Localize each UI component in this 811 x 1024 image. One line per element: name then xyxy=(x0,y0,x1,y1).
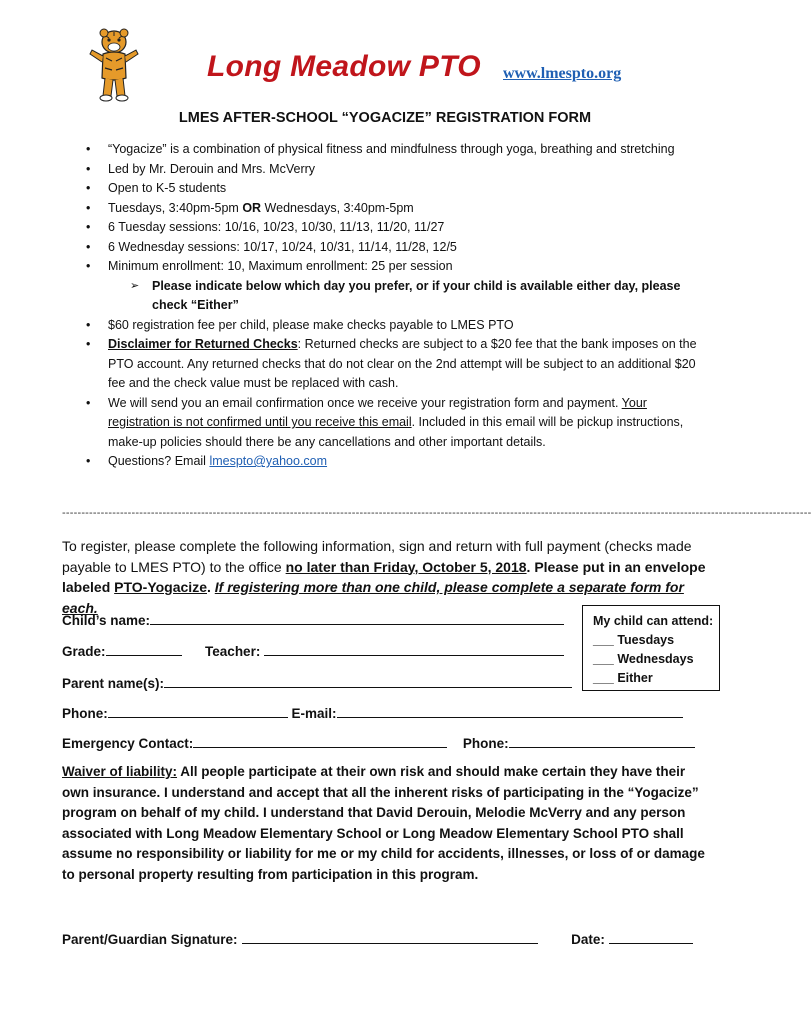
emergency-contact-row: Emergency Contact: Phone: xyxy=(62,733,695,751)
list-item: • Minimum enrollment: 10, Maximum enrollment: 25 per session xyxy=(86,259,453,273)
date-field[interactable] xyxy=(609,929,693,944)
signature-row: Parent/Guardian Signature: Date: xyxy=(62,929,693,947)
parent-names-row: Parent name(s): xyxy=(62,673,572,691)
org-name: Long Meadow PTO xyxy=(207,50,481,83)
info-bullet-list xyxy=(86,140,706,472)
choice-title: My child can attend: xyxy=(593,614,714,628)
attendance-choice-box xyxy=(582,605,720,691)
list-item: • $60 registration fee per child, please make checks payable to LMES PTO xyxy=(86,317,514,332)
list-subitem: ➢ Please indicate below which day you prefer, or if your child is available either day, please check “Either” xyxy=(130,278,681,312)
emergency-phone-field[interactable] xyxy=(509,733,695,748)
arrow-bullet-icon: ➢ xyxy=(130,279,140,292)
choice-wednesdays[interactable]: ___ Wednesdays xyxy=(593,652,694,666)
email-link[interactable]: lmespto@yahoo.com xyxy=(209,454,328,468)
list-item: • Open to K-5 students xyxy=(86,181,227,195)
dashed-divider: -------------------------------------------------------------------------------------------------------------------------------------------------------------------------------------------------- xyxy=(62,507,811,519)
teacher-field[interactable] xyxy=(264,641,564,656)
list-item: • Led by Mr. Derouin and Mrs. McVerry xyxy=(86,161,316,176)
child-name-field[interactable] xyxy=(150,610,564,625)
list-item: • Tuesdays, 3:40pm-5pm OR Wednesdays, 3:40pm-5pm xyxy=(86,200,414,215)
signature-field[interactable] xyxy=(242,929,538,944)
list-item: • 6 Wednesday sessions: 10/17, 10/24, 10/31, 11/14, 11/28, 12/5 xyxy=(86,239,457,254)
list-item: • “Yogacize” is a combination of physical fitness and mindfulness through yoga, breathing and stretching xyxy=(86,142,675,156)
tiger-mascot-logo xyxy=(86,28,142,104)
website-link[interactable]: www.lmespto.org xyxy=(503,65,622,82)
waiver-of-liability: Waiver of liability: All people participate at their own risk and should make certain they have their own insurance. I understand and accept that all the inherent risks of participating in the “Yogacize” program on behalf of my child. I understand that David Derouin, Melodie McVerry and any person associated with Long Meadow Elementary School or Long Meadow Elementary School PTO shall assume no responsibility or liability for me or my child for accidents, illnesses, or loss of or damage to personal property resulting from participation in this program. xyxy=(62,764,705,882)
choice-tuesdays[interactable]: ___ Tuesdays xyxy=(593,633,675,647)
email-field[interactable] xyxy=(337,703,683,718)
registration-instructions: To register, please complete the following information, sign and return with full payment (checks made payable to LMES PTO) to the office no later than Friday, October 5, 2018. Please put in an envelope labeled PTO-Yogacize. If registering more than one child, please complete a separate form for each. xyxy=(62,538,706,616)
parent-names-field[interactable] xyxy=(164,673,572,688)
list-item: • 6 Tuesday sessions: 10/16, 10/23, 10/30, 11/13, 11/20, 11/27 xyxy=(86,220,445,234)
form-title: LMES AFTER-SCHOOL “YOGACIZE” REGISTRATION FORM xyxy=(178,110,592,126)
phone-field[interactable] xyxy=(108,703,288,718)
grade-teacher-row: Grade: Teacher: xyxy=(62,641,564,659)
list-item: • Disclaimer for Returned Checks: Returned checks are subject to a $20 fee that the bank imposes on the PTO account. Any returned checks that do not clear on the 2nd attempt will be subject to an additional $20 fee and the check value must be replaced with cash. xyxy=(86,337,697,390)
grade-field[interactable] xyxy=(106,641,182,656)
emergency-contact-field[interactable] xyxy=(193,733,447,748)
list-item: • We will send you an email confirmation once we receive your registration form and payment. Your registration is not confirmed until you receive this email. Included in this email will be pickup instructions, make-up policies should there be any cancellations and other important details. xyxy=(86,395,684,449)
list-item: • Questions? Email lmespto@yahoo.com xyxy=(86,454,328,468)
phone-email-row: Phone: E-mail: xyxy=(62,703,683,721)
child-name-row: Child’s name: xyxy=(62,610,564,628)
choice-either[interactable]: ___ Either xyxy=(593,671,653,685)
